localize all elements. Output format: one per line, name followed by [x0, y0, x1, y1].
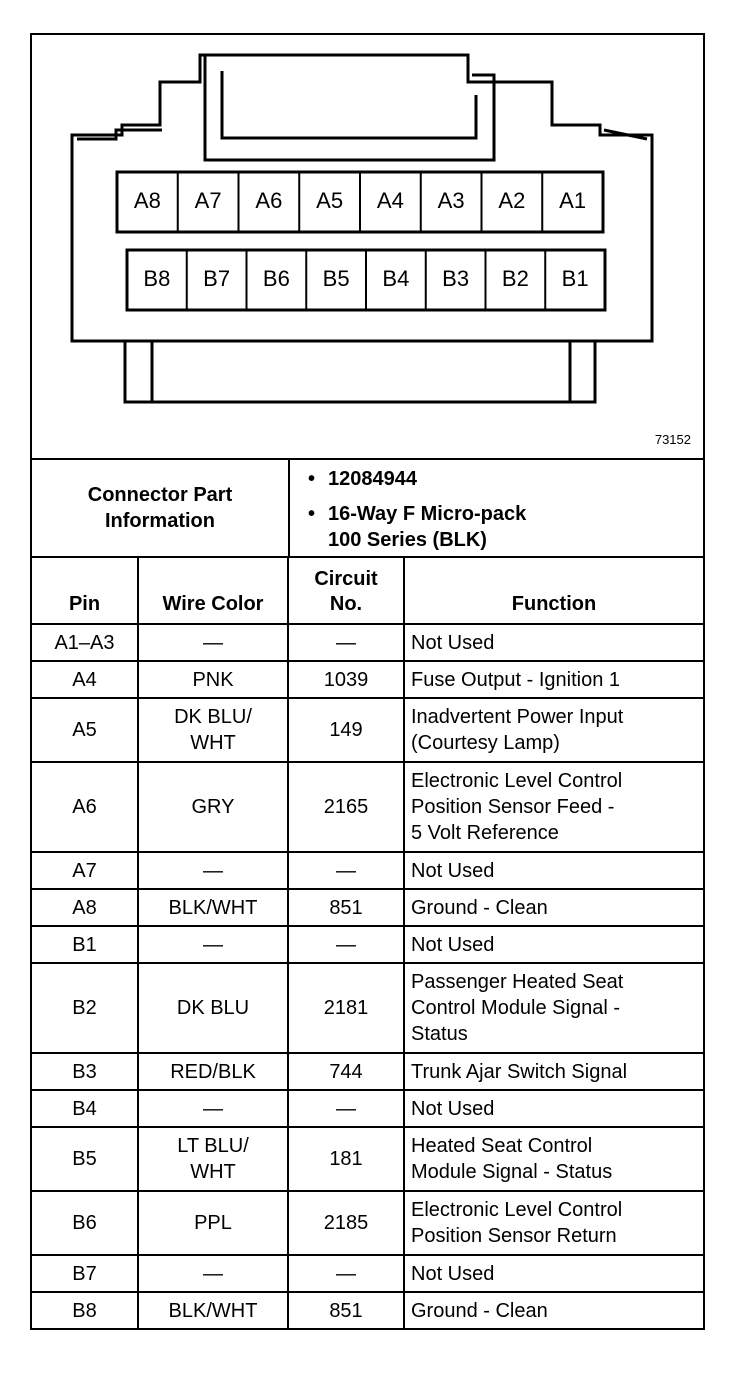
table-row [32, 624, 703, 661]
pin-cell-line: A8 [72, 896, 97, 919]
circuit-cell-line: 181 [329, 1148, 363, 1170]
pin-cell [32, 889, 138, 926]
wire-color-cell-line: — [203, 933, 223, 956]
circuit-cell-line: 149 [329, 719, 363, 741]
function-cell-line: Not Used [411, 1097, 495, 1120]
function-cell-line: Position Sensor Return [411, 1225, 617, 1247]
pin-cell-line: A5 [72, 719, 97, 741]
pin-cell [32, 926, 138, 963]
circuit-cell [288, 963, 404, 1053]
pin-label: B2 [501, 266, 529, 291]
circuit-cell-line: 851 [329, 1300, 363, 1322]
circuit-cell [288, 661, 404, 698]
circuit-cell [288, 1090, 404, 1127]
wire-color-cell [138, 1292, 288, 1329]
pin-cell-line: B8 [72, 1300, 97, 1322]
pin-cell-line: B7 [72, 1262, 97, 1285]
function-cell [404, 926, 703, 963]
circuit-cell-line: 851 [329, 896, 363, 919]
wire-color-cell [138, 852, 288, 889]
function-cell [404, 762, 703, 852]
function-cell-line: Inadvertent Power Input [411, 706, 624, 728]
circuit-cell-line: 2165 [323, 796, 369, 818]
pin-label: A7 [194, 188, 222, 213]
circuit-cell-line: — [336, 1097, 356, 1120]
wire-color-cell-line: — [203, 1097, 223, 1120]
wire-color-cell-line: WHT [190, 1161, 236, 1183]
function-cell-line: Not Used [411, 631, 495, 654]
circuit-cell [288, 889, 404, 926]
pin-label: B8 [143, 266, 171, 291]
circuit-cell-line: 744 [329, 1060, 363, 1083]
pin-cell-line: B6 [72, 1212, 97, 1234]
connector-part-info-label [32, 460, 290, 556]
description-line2: 100 Series (BLK) [328, 529, 487, 551]
pin-cell [32, 661, 138, 698]
function-cell [404, 1191, 703, 1255]
function-cell [404, 698, 703, 762]
part-number: • 12084944 [302, 466, 692, 492]
pin-cell-line: B4 [72, 1097, 97, 1120]
connector-part-info [32, 458, 703, 558]
function-cell [404, 963, 703, 1053]
wire-color-cell [138, 889, 288, 926]
function-cell [404, 1090, 703, 1127]
function-cell-line: Module Signal - Status [411, 1161, 613, 1183]
wire-color-cell [138, 762, 288, 852]
pin-cell-line: A1–A3 [54, 631, 115, 654]
pin-label: B4 [382, 266, 410, 291]
figure-number: 73152 [654, 432, 691, 447]
pin-cell [32, 963, 138, 1053]
wire-color-cell-line: DK BLU/ [174, 706, 252, 728]
function-cell-line: Not Used [411, 859, 495, 882]
function-cell [404, 661, 703, 698]
table-row [32, 1255, 703, 1292]
wire-color-cell [138, 926, 288, 963]
circuit-cell [288, 852, 404, 889]
function-cell-line: Ground - Clean [411, 1300, 548, 1322]
table-row [32, 698, 703, 762]
table-row [32, 1292, 703, 1329]
pin-cell [32, 1292, 138, 1329]
pin-cell-line: A6 [72, 796, 97, 818]
circuit-cell-line: 2185 [323, 1212, 369, 1234]
circuit-cell [288, 624, 404, 661]
function-cell [404, 1255, 703, 1292]
pin-cell-line: A4 [72, 668, 97, 691]
pin-cell-line: A7 [72, 859, 97, 882]
function-cell-line: Trunk Ajar Switch Signal [411, 1060, 628, 1083]
wire-color-cell [138, 1090, 288, 1127]
wire-color-cell [138, 963, 288, 1053]
header-circuit-line2: No. [329, 593, 363, 615]
table-row [32, 1053, 703, 1090]
circuit-cell [288, 698, 404, 762]
pin-label: A8 [133, 188, 161, 213]
pin-cell [32, 1090, 138, 1127]
pin-label: B7 [203, 266, 231, 291]
function-cell [404, 889, 703, 926]
table-row [32, 926, 703, 963]
pin-label: A3 [437, 188, 465, 213]
pin-cell-line: B3 [72, 1060, 97, 1083]
wire-color-cell [138, 1053, 288, 1090]
pin-cell [32, 762, 138, 852]
wire-color-cell [138, 698, 288, 762]
function-cell-line: Ground - Clean [411, 896, 548, 919]
wire-color-cell-line: BLK/WHT [168, 896, 258, 919]
wire-color-cell-line: WHT [190, 732, 236, 754]
pin-cell [32, 1053, 138, 1090]
function-cell [404, 1053, 703, 1090]
wire-color-cell-line: PPL [194, 1212, 232, 1234]
circuit-cell [288, 926, 404, 963]
pin-cell [32, 1127, 138, 1191]
pin-cell-line: B2 [72, 997, 97, 1019]
wire-color-cell-line: — [203, 631, 223, 654]
pin-cell [32, 698, 138, 762]
function-cell-line: Position Sensor Feed - [411, 796, 615, 818]
table-row [32, 1090, 703, 1127]
circuit-cell-line: — [336, 933, 356, 956]
connector-part-info-values [302, 466, 692, 553]
function-cell-line: Fuse Output - Ignition 1 [411, 668, 621, 691]
pin-label: B1 [561, 266, 589, 291]
circuit-cell-line: — [336, 631, 356, 654]
wire-color-cell-line: LT BLU/ [177, 1135, 249, 1157]
header-circuit-line1: Circuit [314, 568, 378, 590]
circuit-cell [288, 762, 404, 852]
function-cell-line: Electronic Level Control [411, 770, 623, 792]
wire-color-cell-line: RED/BLK [170, 1060, 256, 1083]
table-row [32, 963, 703, 1053]
pin-cell [32, 852, 138, 889]
function-cell [404, 852, 703, 889]
connector-description [302, 501, 692, 553]
wire-color-cell [138, 1255, 288, 1292]
info-label-line2: Information [105, 510, 215, 532]
pin-cell-line: B5 [72, 1148, 97, 1170]
pin-label: B3 [442, 266, 470, 291]
function-cell-line: Not Used [411, 933, 495, 956]
wire-color-cell [138, 1191, 288, 1255]
function-cell-line: (Courtesy Lamp) [411, 732, 560, 754]
table-row [32, 762, 703, 852]
function-cell [404, 1127, 703, 1191]
wire-color-cell-line: PNK [192, 668, 234, 691]
pin-label: A6 [255, 188, 283, 213]
wire-color-cell-line: — [203, 1262, 223, 1285]
circuit-cell-line: — [336, 859, 356, 882]
function-cell-line: Passenger Heated Seat [411, 971, 624, 993]
connector-outline [32, 35, 703, 458]
header-wire-color: Wire Color [138, 558, 288, 624]
pin-cell-line: B1 [72, 933, 97, 956]
function-cell-line: Status [411, 1023, 468, 1045]
pin-label: B6 [262, 266, 290, 291]
table-row [32, 661, 703, 698]
circuit-cell [288, 1127, 404, 1191]
circuit-cell [288, 1053, 404, 1090]
info-label-line1: Connector Part [87, 484, 233, 506]
table-row [32, 1191, 703, 1255]
circuit-cell [288, 1255, 404, 1292]
pin-cell [32, 1255, 138, 1292]
table-row [32, 889, 703, 926]
wire-color-cell [138, 1127, 288, 1191]
circuit-cell [288, 1292, 404, 1329]
description-line1: • 16-Way F Micro-pack [328, 503, 527, 525]
circuit-cell-line: — [336, 1262, 356, 1285]
function-cell-line: Heated Seat Control [411, 1135, 593, 1157]
pin-label: A2 [498, 188, 526, 213]
header-pin: Pin [32, 558, 138, 624]
circuit-cell-line: 2181 [323, 997, 369, 1019]
function-cell-line: Electronic Level Control [411, 1199, 623, 1221]
function-cell [404, 624, 703, 661]
header-function: Function [404, 558, 703, 624]
pin-label: B5 [322, 266, 350, 291]
function-cell-line: 5 Volt Reference [411, 822, 559, 844]
pin-cell [32, 1191, 138, 1255]
wire-color-cell-line: GRY [191, 796, 235, 818]
pin-table-header [32, 558, 703, 624]
function-cell-line: Control Module Signal - [411, 997, 620, 1019]
wire-color-cell [138, 624, 288, 661]
table-row [32, 852, 703, 889]
pin-cell [32, 624, 138, 661]
header-circuit [288, 558, 404, 624]
function-cell-line: Not Used [411, 1262, 495, 1285]
wire-color-cell [138, 661, 288, 698]
circuit-cell-line: 1039 [323, 668, 369, 691]
function-cell [404, 1292, 703, 1329]
pin-label: A4 [376, 188, 404, 213]
connector-sheet [30, 33, 705, 1330]
pin-table [32, 558, 703, 1329]
wire-color-cell-line: BLK/WHT [168, 1300, 258, 1322]
table-row [32, 1127, 703, 1191]
wire-color-cell-line: DK BLU [176, 997, 250, 1019]
connector-diagram [32, 35, 703, 458]
circuit-cell [288, 1191, 404, 1255]
pin-label: A1 [559, 188, 587, 213]
pin-label: A5 [316, 188, 344, 213]
wire-color-cell-line: — [203, 859, 223, 882]
